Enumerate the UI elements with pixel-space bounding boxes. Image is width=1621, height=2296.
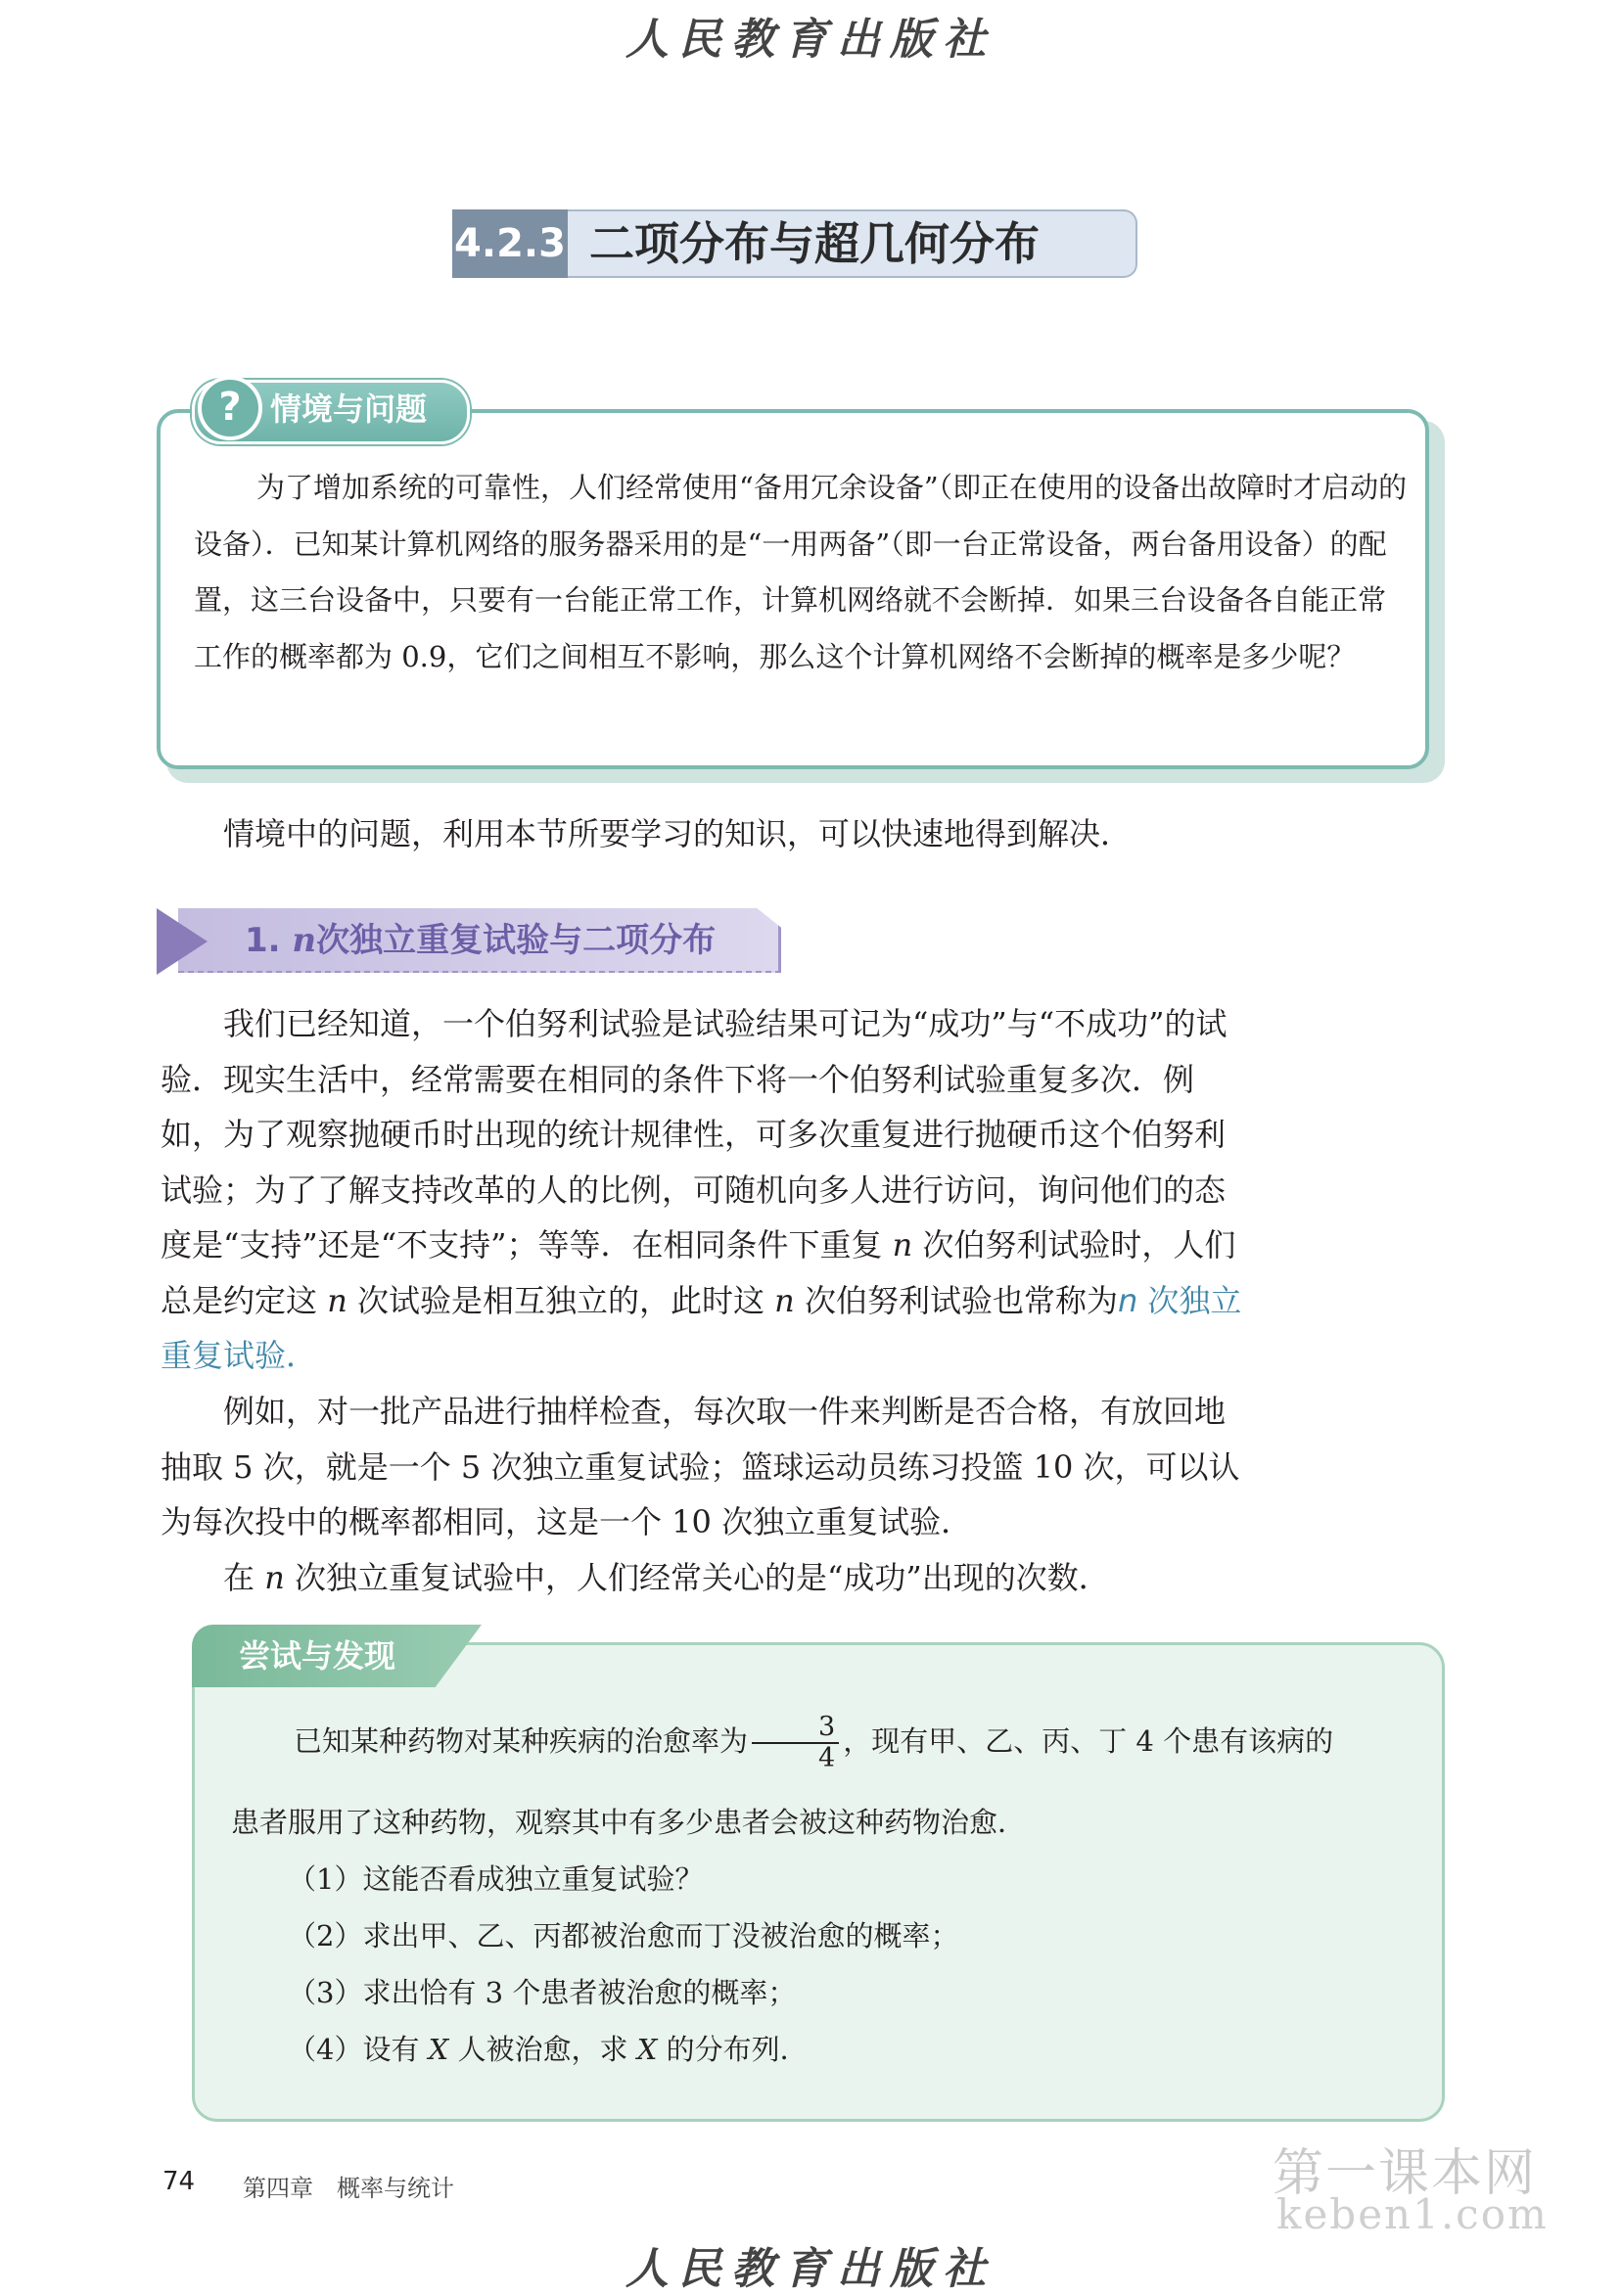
subsection-arrow-icon bbox=[157, 908, 208, 975]
term-highlight: n 次独立重复试验． bbox=[161, 1281, 1242, 1374]
section-number: 4.2.3 bbox=[452, 209, 568, 278]
paragraph-2: 例如，对一批产品进行抽样检查，每次取一件来判断是否合格，有放回地抽取 5 次，就是一个 5 次独立重复试验；篮球运动员练习投篮 10 次，可以认为每次投中的概率都相同，这是一个 10 次独立重复试验． bbox=[161, 1393, 1240, 1540]
try-question-2: （2）求出甲、乙、丙都被治愈而丁没被治愈的概率； bbox=[288, 1919, 959, 1952]
subsection-var: n bbox=[292, 921, 317, 960]
try-question-4: （4）设有 X 人被治愈，求 X 的分布列． bbox=[288, 2033, 809, 2066]
try-intro-cont: 患者服用了这种药物，观察其中有多少患者会被这种药物治愈． bbox=[231, 1806, 1027, 1839]
chapter-label: 第四章 概率与统计 bbox=[243, 2175, 454, 2202]
paragraph-1: 我们已经知道，一个伯努利试验是试验结果可记为“成功”与“不成功”的试验．现实生活中，经常需要在相同的条件下将一个伯努利试验重复多次．例如，为了观察抛硬币时出现的统计规律性，可多次重复进行抛硬币这个伯努利试验；为了了解支持改革的人的比例，可随机向多人进行访问，询问他们的态度是“支持”还是“不支持”；等等．在相同条件下重复 n 次伯努利试验时，人们总是约定这 n 次试验是相互独立的，此时这 n 次伯努利试验也常称为n 次独立重复试验． bbox=[161, 1005, 1242, 1374]
intro-sentence: 情境中的问题，利用本节所要学习的知识，可以快速地得到解决． bbox=[223, 815, 1133, 852]
try-question-1: （1）这能否看成独立重复试验？ bbox=[288, 1862, 704, 1896]
section-name: 二项分布与超几何分布 bbox=[568, 209, 1137, 278]
publisher-logo-bottom: 人民教育出版社 bbox=[625, 2244, 996, 2294]
situation-text: 为了增加系统的可靠性，人们经常使用“备用冗余设备”（即正在使用的设备出故障时才启动的设备）．已知某计算机网络的服务器采用的是“一用两备”（即一台正常设备，两台备用设备）的配置，这三台设备中，只要有一台能正常工作，计算机网络就不会断掉．如果三台设备各自能正常工作的概率都为 0.9，它们之间相互不影响，那么这个计算机网络不会断掉的概率是多少呢？ bbox=[194, 471, 1408, 673]
page-number: 74 bbox=[162, 2167, 196, 2196]
try-intro: 已知某种药物对某种疾病的治愈率为 $\frac{3}{4}$ ，现有甲、乙、丙、丁 4 个患有该病的 bbox=[294, 1712, 1334, 1773]
paragraph-3: 在 n 次独立重复试验中，人们经常关心的是“成功”出现的次数． bbox=[223, 1559, 1110, 1596]
try-question-3: （3）求出恰有 3 个患者被治愈的概率； bbox=[288, 1976, 797, 2009]
watermark-text: 第一课本网 bbox=[1273, 2144, 1538, 2203]
try-label: 尝试与发现 bbox=[239, 1637, 396, 1675]
watermark-url: keben1.com bbox=[1276, 2190, 1549, 2238]
situation-label: 情境与问题 bbox=[270, 390, 428, 428]
publisher-logo-top: 人民教育出版社 bbox=[625, 15, 996, 65]
fraction-three-quarters: $\frac{3}{4}$ bbox=[752, 1713, 839, 1773]
question-mark-icon: ? bbox=[198, 376, 262, 440]
section-title bbox=[452, 209, 1145, 278]
subsection-title: 1. n次独立重复试验与二项分布 bbox=[245, 921, 717, 960]
